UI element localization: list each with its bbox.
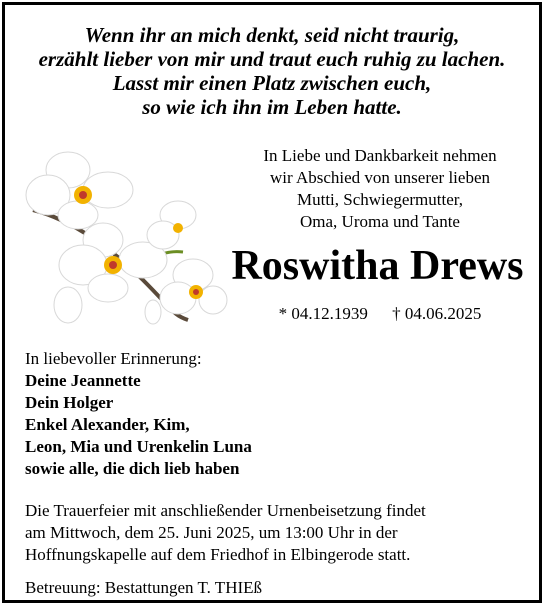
announcement-intro bbox=[235, 145, 525, 233]
orchid-flower bbox=[147, 201, 196, 249]
obituary-notice bbox=[2, 2, 542, 603]
birth-date: * 04.12.1939 bbox=[278, 304, 368, 323]
deceased-name: Roswitha Drews bbox=[231, 243, 524, 289]
intro-line: wir Abschied von unserer lieben bbox=[270, 168, 490, 187]
death-date: † 04.06.2025 bbox=[392, 304, 482, 323]
mourner-line: Leon, Mia und Urenkelin Luna bbox=[25, 437, 252, 456]
poem-line: Lasst mir einen Platz zwischen euch, bbox=[112, 71, 432, 95]
funeral-home: Betreuung: Bestattungen T. THIEß bbox=[25, 578, 263, 597]
poem-line: Wenn ihr an mich denkt, seid nicht traurig, bbox=[84, 23, 460, 47]
mourner-line: Dein Holger bbox=[25, 393, 114, 412]
orchid-illustration bbox=[13, 140, 233, 330]
intro-line: Oma, Uroma und Tante bbox=[300, 212, 460, 231]
service-line: am Mittwoch, dem 25. Juni 2025, um 13:00 Uhr in der bbox=[25, 523, 398, 542]
intro-line: Mutti, Schwiegermutter, bbox=[297, 190, 463, 209]
service-line: Hoffnungskapelle auf dem Friedhof in Elbingerode statt. bbox=[25, 545, 411, 564]
mourners bbox=[25, 348, 525, 480]
poem-line: so wie ich ihn im Leben hatte. bbox=[142, 95, 402, 119]
orchid-bud bbox=[54, 287, 82, 323]
service-details bbox=[25, 500, 535, 566]
mourner-line: Enkel Alexander, Kim, bbox=[25, 415, 190, 434]
poem-line: erzählt lieber von mir und traut euch ruhig zu lachen. bbox=[38, 47, 506, 71]
orchid-bud bbox=[145, 300, 161, 324]
orchid-flower bbox=[160, 259, 227, 314]
mourner-line: sowie alle, die dich lieb haben bbox=[25, 459, 240, 478]
mourner-line: Deine Jeannette bbox=[25, 371, 141, 390]
orchid-flower bbox=[26, 152, 133, 229]
mourners-lead: In liebevoller Erinnerung: bbox=[25, 349, 202, 368]
life-dates bbox=[235, 303, 525, 325]
poem bbox=[5, 23, 539, 119]
intro-line: In Liebe und Dankbarkeit nehmen bbox=[263, 146, 497, 165]
service-line: Die Trauerfeier mit anschließender Urnenbeisetzung findet bbox=[25, 501, 426, 520]
